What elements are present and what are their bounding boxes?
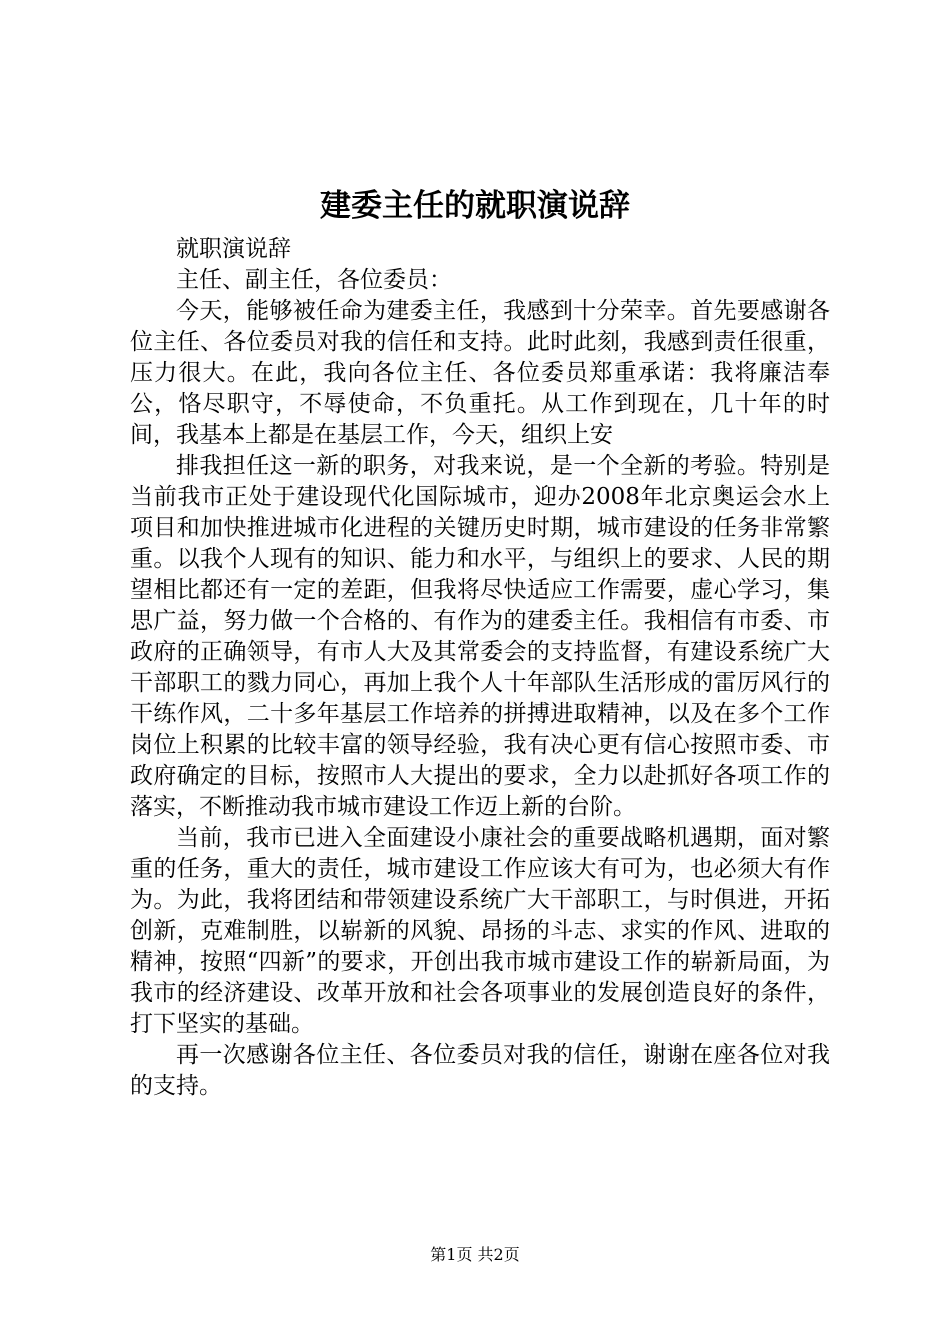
paragraph-heading: 就职演说辞 [176,236,291,262]
document-title: 建委主任的就职演说辞 [320,188,630,224]
document-body [130,234,830,1102]
paragraph: 今天，能够被任命为建委主任，我感到十分荣幸。首先要感谢各位主任、各位委员对我的信任和支持。此时此刻，我感到责任很重，压力很大。在此，我向各位主任、各位委员郑重承诺：我将廉洁奉公，恪尽职守，不辱使命，不负重托。从工作到现在，几十年的时间，我基本上都是在基层工作，今天，组织上安 [130,298,830,448]
paragraph: 排我担任这一新的职务，对我来说，是一个全新的考验。特别是当前我市正处于建设现代化国际城市，迎办2008年北京奥运会水上项目和加快推进城市化进程的关键历史时期，城市建设的任务非常繁重。以我个人现有的知识、能力和水平，与组织上的要求、人民的期望相比都还有一定的差距，但我将尽快适应工作需要，虚心学习，集思广益，努力做一个合格的、有作为的建委主任。我相信有市委、市政府的正确领导，有市人大及其常委会的支持监督，有建设系统广大干部职工的戮力同心，再加上我个人十年部队生活形成的雷厉风行的干练作风，二十多年基层工作培养的拼搏进取精神，以及在多个工作岗位上积累的比较丰富的领导经验，我有决心更有信心按照市委、市政府确定的目标，按照市人大提出的要求，全力以赴抓好各项工作的落实，不断推动我市城市建设工作迈上新的台阶。 [130,453,830,820]
page-number-footer: 第1页 共2页 [430,1245,520,1264]
paragraph: 当前，我市已进入全面建设小康社会的重要战略机遇期，面对繁重的任务，重大的责任，城市建设工作应该大有可为，也必须大有作为。为此，我将团结和带领建设系统广大干部职工，与时俱进，开拓创新，克难制胜，以崭新的风貌、昂扬的斗志、求实的作风、进取的精神，按照“四新”的要求，开创出我市城市建设工作的崭新局面，为我市的经济建设、改革开放和社会各项事业的发展创造良好的条件，打下坚实的基础。 [130,825,830,1037]
paragraph-salutation: 主任、副主任，各位委员： [176,267,452,293]
paragraph: 再一次感谢各位主任、各位委员对我的信任，谢谢在座各位对我的支持。 [130,1042,830,1099]
